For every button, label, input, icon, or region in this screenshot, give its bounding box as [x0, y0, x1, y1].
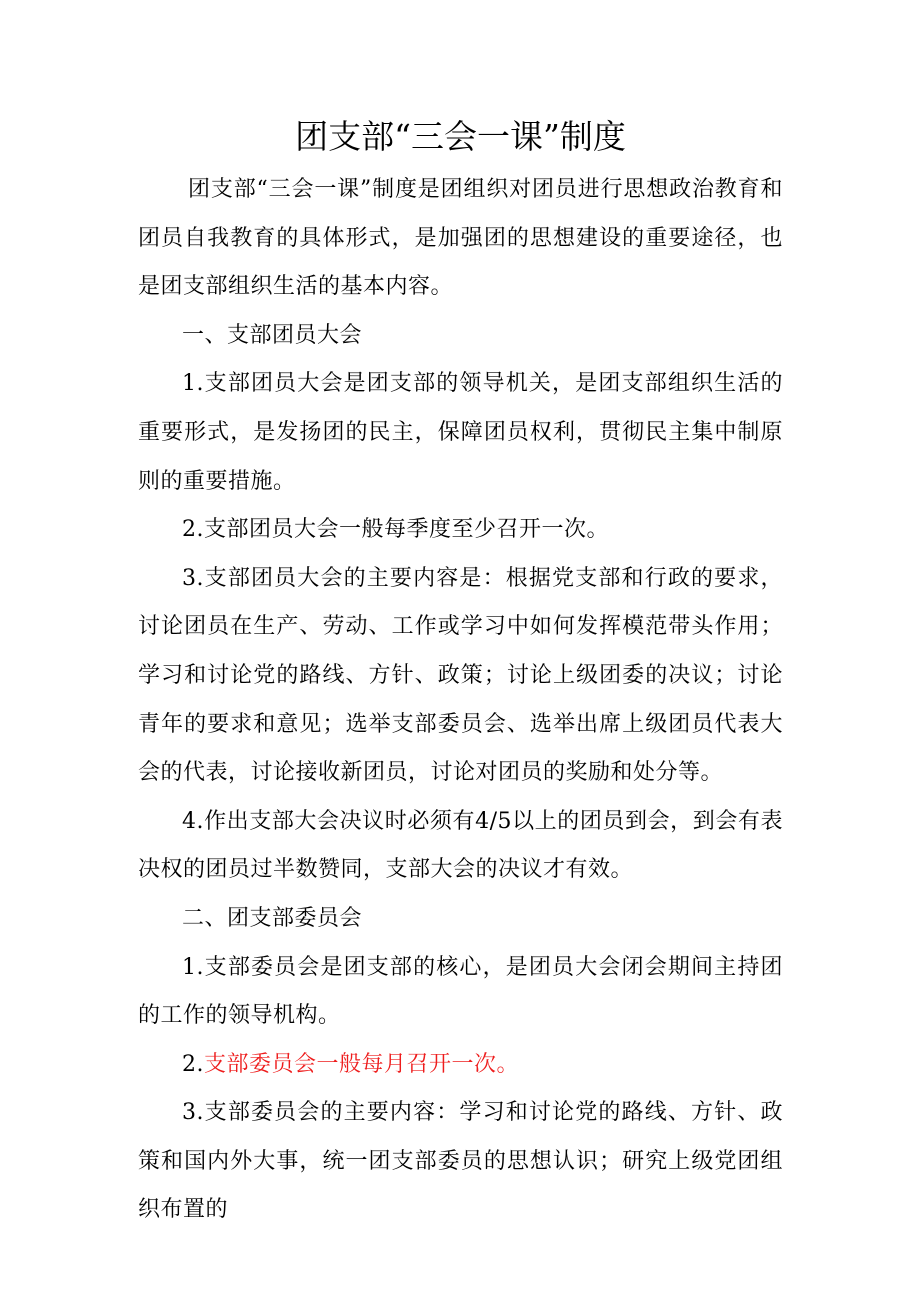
document-page — [138, 108, 783, 1235]
item-number: 2. — [182, 517, 204, 543]
item-number: 1. — [182, 954, 204, 980]
item-text: 支部委员会是团支部的核心，是团员大会闭会期间主持团的工作的领导机构。 — [138, 954, 783, 1029]
document-title: 团支部“三会一课”制度 — [295, 117, 626, 156]
section-1-item-2 — [138, 506, 783, 555]
item-number: 1. — [182, 371, 204, 397]
section-1-item-4 — [138, 798, 783, 895]
intro-paragraph: 团支部“三会一课”制度是团组织对团员进行思想政治教育和团员自我教育的具体形式，是加强团的思想建设的重要途径，也是团支部组织生活的基本内容。 — [138, 177, 783, 300]
item-text: 支部团员大会是团支部的领导机关，是团支部组织生活的重要形式，是发扬团的民主，保障团员权利，贯彻民主集中制原则的重要措施。 — [138, 371, 783, 494]
section-heading-2: 二、团支部委员会 — [182, 905, 363, 931]
item-text: 支部团员大会的主要内容是：根据党支部和行政的要求，讨论团员在生产、劳动、工作或学习中如何发挥模范带头作用；学习和讨论党的路线、方针、政策；讨论上级团委的决议；讨论青年的要求和意见；选举支部委员会、选举出席上级团员代表大会的代表，讨论接收新团员，讨论对团员的奖励和处分等。 — [138, 565, 783, 786]
item-number: 3. — [182, 1100, 204, 1126]
section-2-item-2 — [138, 1041, 783, 1090]
item-text: 作出支部大会决议时必须有4/5以上的团员到会，到会有表决权的团员过半数赞同，支部大会的决议才有效。 — [138, 808, 783, 883]
section-1-item-1 — [138, 360, 783, 506]
section-2-item-3 — [138, 1089, 783, 1235]
section-1-item-3 — [138, 555, 783, 798]
section-2-item-1 — [138, 944, 783, 1041]
section-heading-1: 一、支部团员大会 — [182, 322, 363, 348]
item-number: 3. — [182, 565, 204, 591]
item-text: 支部委员会的主要内容：学习和讨论党的路线、方针、政策和国内外大事，统一团支部委员的思想认识；研究上级党团组织布置的 — [138, 1100, 783, 1223]
item-text-highlighted: 支部委员会一般每月召开一次。 — [204, 1051, 520, 1077]
item-number: 4. — [182, 808, 204, 834]
item-text: 支部团员大会一般每季度至少召开一次。 — [204, 517, 610, 543]
item-number: 2. — [182, 1051, 204, 1077]
